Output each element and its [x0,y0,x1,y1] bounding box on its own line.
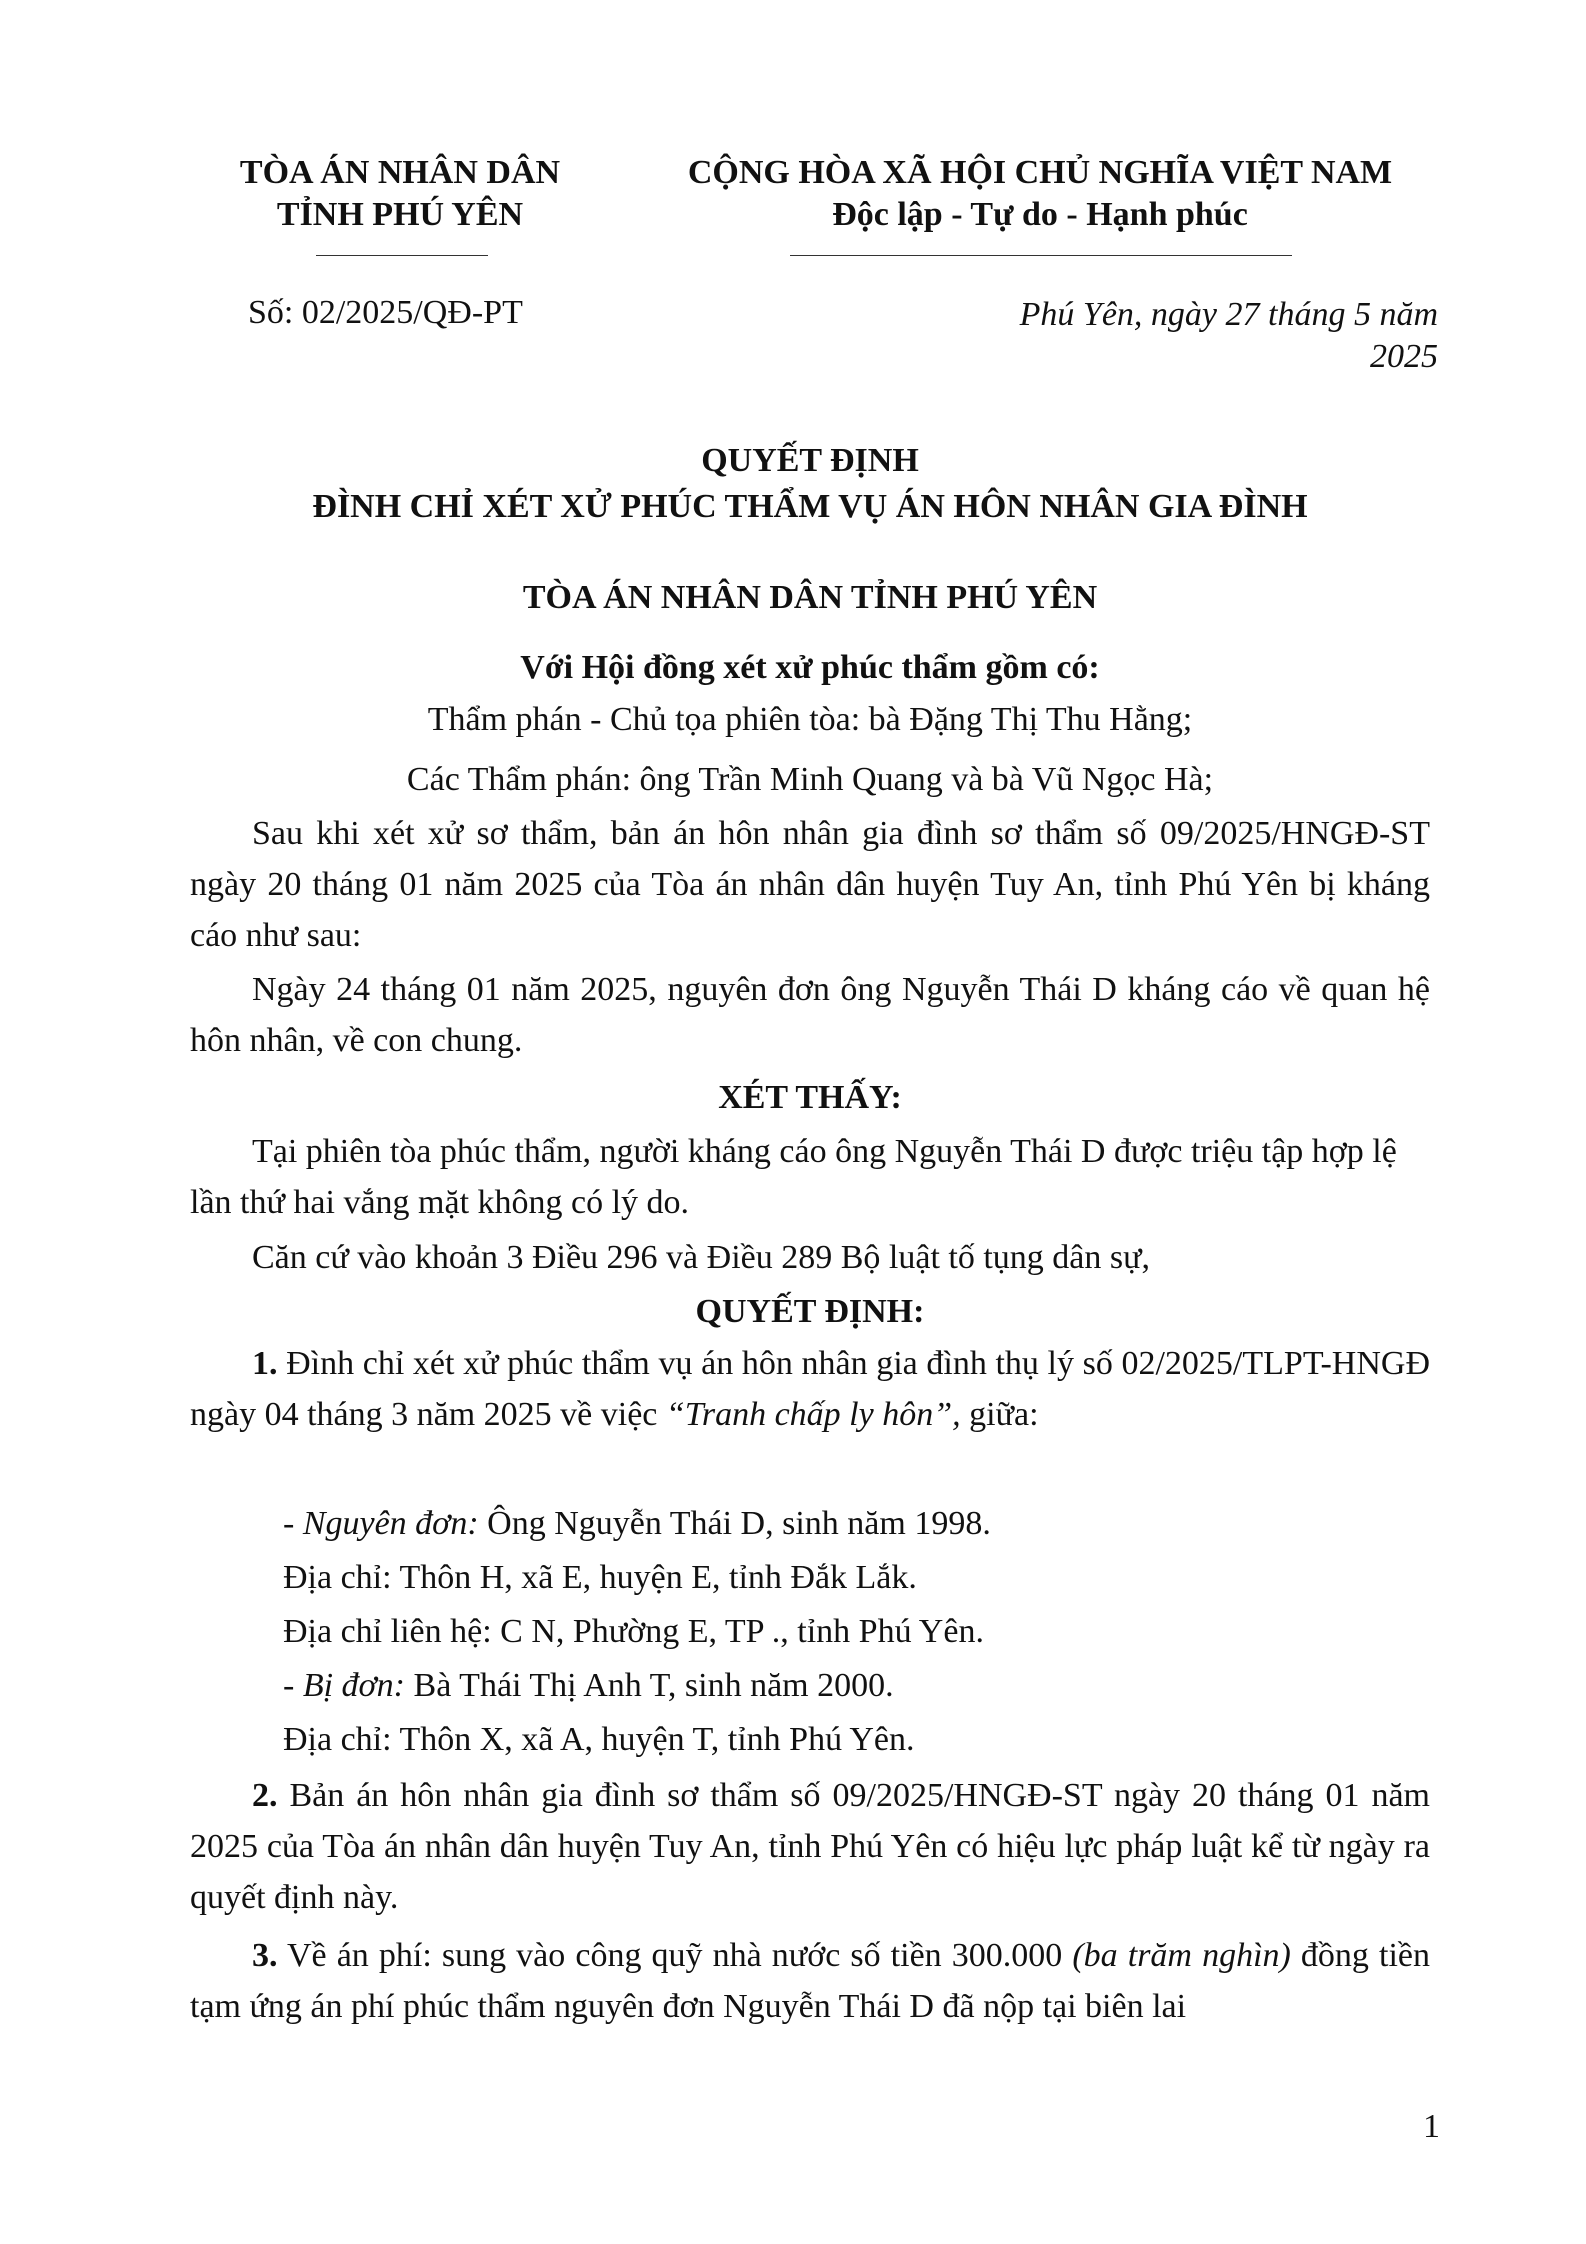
defendant-address: Địa chỉ: Thôn X, xã A, huyện T, tỉnh Phú Yên. [283,1721,915,1758]
motto-divider [790,255,1292,256]
item-1-number: 1. [252,1345,278,1382]
findings-paragraph-1: Tại phiên tòa phúc thẩm, người kháng cáo ông Nguyễn Thái D được triệu tập hợp lệ lần thứ hai vắng mặt không có lý do. [190,1133,1397,1221]
item-2-number: 2. [252,1777,278,1814]
background-paragraph-2: Ngày 24 tháng 01 năm 2025, nguyên đơn ông Nguyễn Thái D kháng cáo về quan hệ hôn nhân, về con chung. [190,971,1430,1059]
plaintiff-contact-address: Địa chỉ liên hệ: C N, Phường E, TP ., tỉnh Phú Yên. [283,1613,984,1650]
item-3-amount-words: (ba trăm nghìn) [1072,1937,1291,1974]
item-3-text: Về án phí: sung vào công quỹ nhà nước số tiền 300.000 [277,1937,1073,1974]
court-full-name: TÒA ÁN NHÂN DÂN TỈNH PHÚ YÊN [522,579,1098,616]
decision-item-1 [190,1338,1430,1440]
findings-heading: XÉT THẤY: [718,1079,902,1116]
plaintiff-address: Địa chỉ: Thôn H, xã E, huyện E, tỉnh Đắk Lắk. [283,1559,917,1596]
item-1-text: Đình chỉ xét xử phúc thẩm vụ án hôn nhân gia đình thụ lý số 02/2025/TLPT-HNGĐ ngày 04 tháng 3 năm 2025 về việc [190,1345,1430,1433]
findings-paragraph-2: Căn cứ vào khoản 3 Điều 296 và Điều 289 Bộ luật tố tụng dân sự, [252,1239,1151,1276]
defendant-label: - Bị đơn: [283,1667,406,1704]
document-number: Số: 02/2025/QĐ-PT [248,294,523,331]
nation-title: CỘNG HÒA XÃ HỘI CHỦ NGHĨA VIỆT NAM [687,154,1393,191]
presiding-judge: Thẩm phán - Chủ tọa phiên tòa: bà Đặng Thị Thu Hằng; [427,701,1193,738]
nation-motto: Độc lập - Tự do - Hạnh phúc [832,196,1248,233]
item-1-case-name: “Tranh chấp ly hôn”, [665,1396,961,1433]
item-3-number: 3. [252,1937,278,1974]
decision-title: QUYẾT ĐỊNH [701,442,919,479]
page-number: 1 [1423,2108,1440,2145]
plaintiff-info: Ông Nguyễn Thái D, sinh năm 1998. [478,1505,991,1542]
item-1-tail: giữa: [960,1396,1039,1433]
court-divider [316,255,488,256]
decision-subtitle: ĐÌNH CHỈ XÉT XỬ PHÚC THẨM VỤ ÁN HÔN NHÂN GIA ĐÌNH [312,488,1308,525]
decision-item-2 [190,1770,1430,1923]
decision-heading: QUYẾT ĐỊNH: [695,1293,925,1330]
item-3-tail: đồng tiền tạm ứng án phí phúc thẩm nguyên đơn Nguyễn Thái D đã nộp tại biên lai [190,1937,1430,2025]
place-date-line1: Phú Yên, ngày 27 tháng 5 năm [1019,296,1438,333]
background-paragraph-1: Sau khi xét xử sơ thẩm, bản án hôn nhân gia đình sơ thẩm số 09/2025/HNGĐ-ST ngày 20 tháng 01 năm 2025 của Tòa án nhân dân huyện Tuy An, tỉnh Phú Yên bị kháng cáo như sau: [190,815,1430,954]
defendant-info: Bà Thái Thị Anh T, sinh năm 2000. [405,1667,894,1704]
plaintiff-line [283,1498,991,1549]
defendant-line [283,1660,894,1711]
court-name-line1: TÒA ÁN NHÂN DÂN [239,154,561,191]
item-2-text: Bản án hôn nhân gia đình sơ thẩm số 09/2025/HNGĐ-ST ngày 20 tháng 01 năm 2025 của Tòa án nhân dân huyện Tuy An, tỉnh Phú Yên có hiệu lực pháp luật kể từ ngày ra quyết định này. [190,1777,1430,1916]
court-name-line2: TỈNH PHÚ YÊN [276,196,524,233]
plaintiff-label: - Nguyên đơn: [283,1505,479,1542]
decision-item-3 [190,1930,1430,2032]
panel-judges: Các Thẩm phán: ông Trần Minh Quang và bà Vũ Ngọc Hà; [406,761,1214,798]
place-date-line2: 2025 [1370,338,1438,375]
panel-heading: Với Hội đồng xét xử phúc thẩm gồm có: [520,649,1100,686]
